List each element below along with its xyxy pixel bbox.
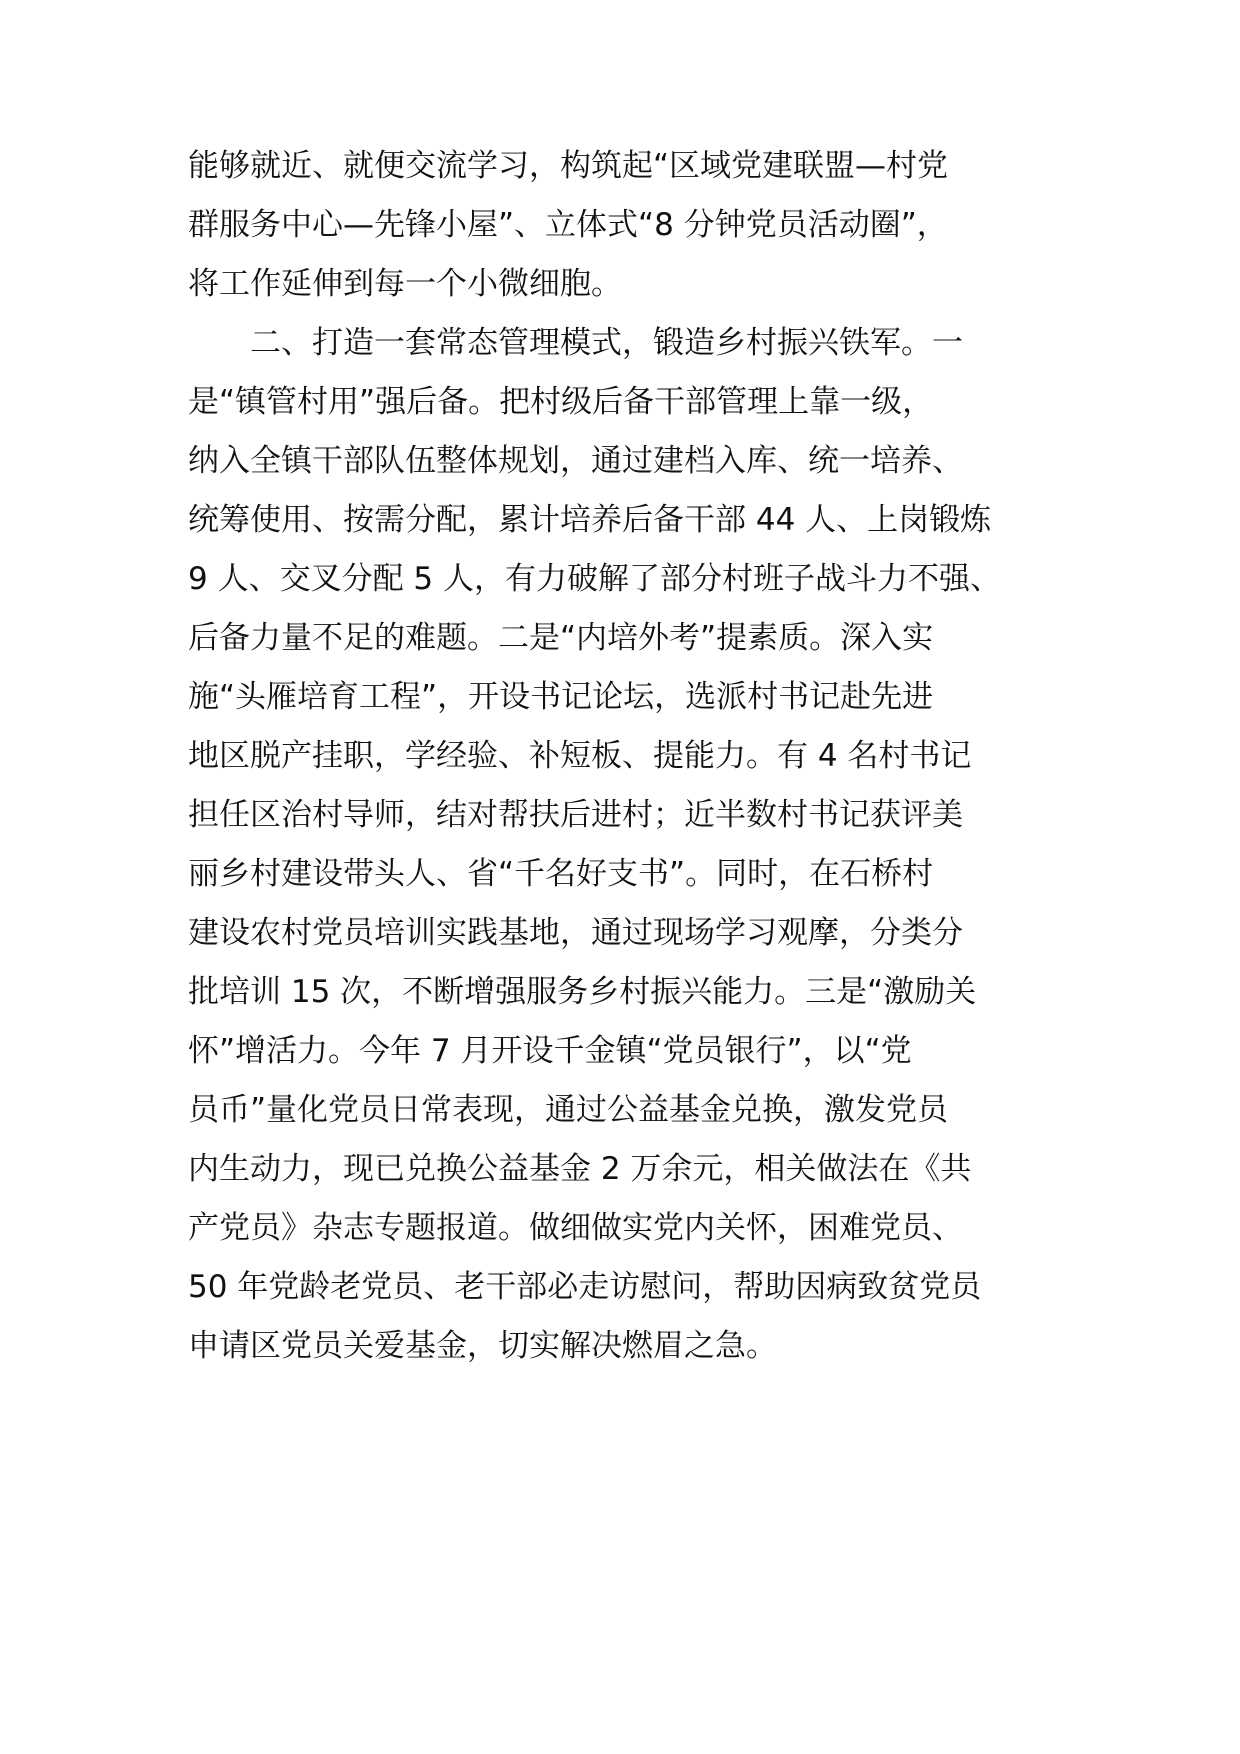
text-line: 施“头雁培育工程”，开设书记论坛，选派村书记赴先进 [188,679,934,715]
text-line: 9 人、交叉分配 5 人，有力破解了部分村班子战斗力不强、 [188,561,1002,597]
text-line: 能够就近、就便交流学习，构筑起“区域党建联盟—村党 [188,148,949,184]
text-line: 50 年党龄老党员、老干部必走访慰问，帮助因病致贫党员 [188,1269,982,1305]
text-line: 内生动力，现已兑换公益基金 2 万余元，相关做法在《共 [188,1151,972,1187]
text-line: 建设农村党员培训实践基地，通过现场学习观摩，分类分 [188,915,963,951]
text-line: 地区脱产挂职，学经验、补短板、提能力。有 4 名村书记 [188,738,972,774]
text-line: 将工作延伸到每一个小微细胞。 [188,266,622,302]
text-line: 群服务中心—先锋小屋”、立体式“8 分钟党员活动圈”， [188,207,948,243]
text-line: 丽乡村建设带头人、省“千名好支书”。同时，在石桥村 [188,856,934,892]
text-line: 统筹使用、按需分配，累计培养后备干部 44 人、上岗锻炼 [188,502,992,538]
text-line: 员币”量化党员日常表现，通过公益基金兑换，激发党员 [188,1092,949,1128]
text-line: 纳入全镇干部队伍整体规划，通过建档入库、统一培养、 [188,443,963,479]
text-line: 申请区党员关爱基金，切实解决燃眉之急。 [188,1328,777,1364]
text-line: 怀”增活力。今年 7 月开设千金镇“党员银行”，以“党 [188,1033,912,1069]
text-line: 批培训 15 次，不断增强服务乡村振兴能力。三是“激励关 [188,974,977,1010]
paragraph-start-line: 二、打造一套常态管理模式，锻造乡村振兴铁军。一 [250,325,963,361]
text-line: 是“镇管村用”强后备。把村级后备干部管理上靠一级， [188,384,934,420]
text-line: 后备力量不足的难题。二是“内培外考”提素质。深入实 [188,620,934,656]
text-line: 担任区治村导师，结对帮扶后进村；近半数村书记获评美 [188,797,963,833]
text-line: 产党员》杂志专题报道。做细做实党内关怀，困难党员、 [188,1210,963,1246]
